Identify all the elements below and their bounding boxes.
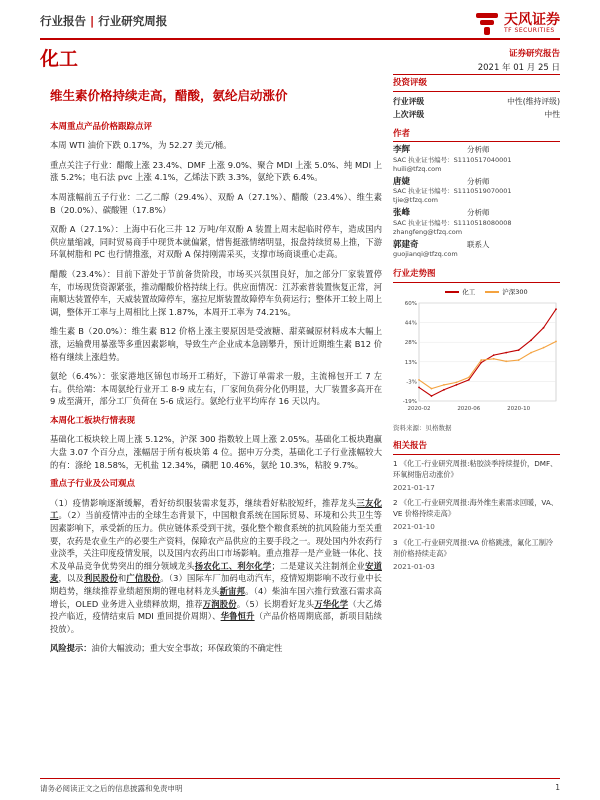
sidebar (393, 78, 560, 576)
stock-link[interactable]: 扬农化工、利尔化学 (194, 560, 272, 571)
chart-source: 资料来源：贝格数据 (393, 423, 452, 432)
x-tick-label: 2020-06 (457, 406, 481, 412)
stock-link[interactable]: 新宙邦 (219, 586, 246, 596)
section-title-prices: 本周重点产品价格跟踪点评 (50, 121, 153, 132)
section-title-views: 重点子行业及公司观点 (50, 479, 136, 490)
paragraph-vitamin: 维生素 B（20.0%）：维生素 B12 价格上涨主要原因是受液糖、甜菜碱原材料成本大幅上涨，运输费用暴涨等多重因素影响，导致生产企业成本急剧攀升，预计近期维生素 B12 价格有继续上涨趋势。 (50, 326, 382, 362)
paragraph-bpa: 双酚 A（27.1%）：上海中石化三井 12 万吨/年双酚 A 装置上周末起临时停车，造成国内供应量缩减，同时贸易商手中现货本就偏紧，惜售挺涨情绪明显，报盘持续贸易上推，下游环氧树脂和 PC 也行情推涨，对双酚 A 保持刚需采买，支撑市场商谈重心走高。 (50, 224, 382, 260)
author-email[interactable]: guojianqi@tfzq.com (393, 250, 458, 258)
author-entry: 张峰 分析师 SAC 执业证书编号：S1110518080008 zhangfeng@tfzq.com (393, 208, 560, 237)
author-email[interactable]: huili@tfzq.com (393, 164, 442, 173)
rating-row: 行业评级 中性(维持评级) (393, 96, 560, 106)
data-point (431, 388, 433, 390)
stock-link[interactable]: 万润股份 (202, 598, 237, 609)
data-point (530, 352, 532, 354)
data-point (518, 359, 520, 361)
data-point (493, 358, 495, 360)
y-tick-label: 13% (404, 359, 417, 366)
data-point (418, 386, 420, 388)
x-tick-label: 2020-02 (407, 406, 431, 412)
data-point (455, 384, 457, 386)
rating-row: 上次评级 中性 (393, 109, 560, 119)
author-entry: 郭建奇 联系人 guojianqi@tfzq.com (393, 240, 560, 260)
trend-chart-svg (393, 297, 560, 417)
report-meta (478, 47, 560, 75)
footer (40, 778, 560, 794)
report-title: 维生素价格持续走高，醋酸，氨纶启动涨价 (50, 88, 288, 103)
stock-link[interactable]: 万华化学 (314, 598, 349, 609)
related-report-date: 2021-01-10 (393, 522, 435, 531)
report-type-label: 行业报告 (40, 14, 86, 28)
series-line-0 (419, 309, 556, 396)
paragraph-oil: 本周 WTI 油价下跌 0.17%，为 52.27 美元/桶。 (50, 140, 232, 151)
data-point (543, 347, 545, 349)
logo-icon (474, 10, 500, 36)
risk-label: 风险提示： (50, 643, 92, 654)
data-point (505, 352, 507, 354)
data-point (505, 360, 507, 362)
legend-item-chem: 化工 (445, 287, 475, 298)
paragraph-focus: 重点关注子行业：醋酸上涨 23.4%、DMF 上涨 9.0%、聚合 MDI 上涨 5.0%、纯 MDI 上涨 5.2%；电石法 pvc 上涨 4.1%，乙烯法下跌 3.3%，氨纶下跌 6.4%。 (50, 159, 382, 183)
y-tick-label: 60% (404, 301, 417, 307)
data-point (555, 341, 557, 343)
report-date: 2021 年 01 月 25 日 (477, 63, 560, 73)
author-entry: 唐婕 分析师 SAC 执业证书编号：S1110519070001 tjie@tfzq.com (393, 177, 560, 206)
legend-item-hs300: 沪深300 (485, 287, 527, 298)
page-number: 1 (555, 783, 560, 792)
related-report-date: 2021-01-17 (393, 482, 435, 492)
related-title: 相关报告 (393, 441, 560, 455)
paragraph-top5: 本周涨幅前五子行业：二乙二醇（29.4%）、双酚 A（27.1%）、醋酸（23.4%）、维生素 B（20.0%）、碳酸锂（17.8%） (50, 191, 382, 215)
risk-warning (50, 642, 382, 655)
paragraph-acetic: 醋酸（23.4%）：目前下游处于节前备货阶段，市场买兴氛围良好，加之部分厂家装置停车，市场现货资源紧张，推动醋酸价格持续上行。供应面情况：江苏索普装置恢复正常，河南顺达装置停车，天威装置故障停车，塞拉尼斯装置故障停车负荷运行；整体开工较上周上调，整体开工率与上周相比上探 1.87%，本周开工率为 74.21%。 (50, 268, 382, 317)
rating-title: 投资评级 (393, 78, 560, 92)
risk-text: 油价大幅波动；重大安全事故；环保政策的不确定性 (91, 643, 283, 654)
data-point (418, 379, 420, 381)
data-point (555, 308, 557, 310)
paragraph-spandex: 氨纶（6.4%）：张家港地区锦包市场开工稍好，下游订单需求一般，主流棉包开工 7 左右。供给端：本周氨纶行业开工 8-9 成左右，厂家间负荷分化仍明显，大厂装置多高开在 9 成至满开，部分工厂负荷在 5-6 成运行。氨纶行业平均库存 16 天以内。 (50, 371, 382, 407)
author-entry: 李辉 分析师 SAC 执业证书编号：S1110517040001 huili@tfzq.com (393, 145, 560, 174)
related-report-link[interactable]: 1 《化工-行业研究周报:粘胶淡季持续提价，DMF、环氧树脂启动涨价》 (393, 458, 558, 479)
chart-title: 行业走势图 (393, 269, 560, 283)
report-kind: 证券研究报告 (508, 49, 560, 59)
chart-legend (413, 287, 560, 298)
y-tick-label: 44% (404, 320, 417, 327)
brand-logo (474, 10, 560, 36)
stock-link[interactable]: 利民股份 (83, 573, 118, 584)
disclaimer: 请务必阅读正文之后的信息披露和免责申明 (40, 784, 183, 793)
separator: | (90, 14, 95, 28)
report-type (40, 13, 167, 29)
logo-cn-text: 天风证券 (504, 11, 560, 28)
stock-link[interactable]: 华鲁恒升 (220, 611, 255, 622)
logo-en-text: TF SECURITIES (504, 26, 555, 34)
industry-title: 化工 (40, 48, 79, 70)
stock-link[interactable]: 安道麦 (50, 560, 382, 584)
top-bar (40, 10, 560, 36)
data-point (443, 389, 445, 391)
y-tick-label: 28% (404, 340, 417, 347)
paragraph-views: （1）疫情影响逐渐缓解，看好纺织服装需求复苏，继续看好粘胶短纤，推荐龙头三友化工。（2）当前疫情冲击的全球生态背景下，中国粮食系统在国际贸易、环境和公共卫生等因素影响下，承受新的压力。供应链体系受到干扰，强化整个粮食系统的抗风险能力至关重要，农药是农业生产的必要生产资料，保障农产品供应的主要手段之一。现处国内外农药行业淡季，关注印度疫情发展，以及国内农药出口市场影响。重点推荐一是产业链一体化、技术及单品竞争优势突出的细分领域龙头扬农化工、利尔化学；二是建议关注制剂企业安道麦，以及利民股份和广信股份。（3）国际车厂加码电动汽车，疫情短期影响不改行业中长期趋势，继续推荐业绩超预期的锂电材料龙头新宙邦。（4）柴油车国六推行致涨石需求高增长，OLED 业务进入业绩释放期，推荐万润股份。（5）长期看好龙头万华化学（大乙烯投产临近，疫情结束后 MDI 重回提价周期）、华鲁恒升（产品价格周期底部，新项目陆续投放）。 (50, 497, 382, 634)
meta-divider (393, 74, 560, 75)
data-point (468, 379, 470, 381)
data-point (480, 359, 482, 361)
industry-trend-chart (393, 269, 560, 433)
data-point (543, 327, 545, 329)
author-email[interactable]: zhangfeng@tfzq.com (393, 227, 463, 236)
data-point (493, 354, 495, 356)
y-tick-label: -3% (406, 379, 417, 386)
section-title-market: 本周化工板块行情表现 (50, 415, 136, 426)
data-point (443, 384, 445, 386)
header-divider (40, 38, 560, 40)
data-point (468, 377, 470, 379)
related-report-date: 2021-01-03 (393, 561, 435, 571)
x-tick-label: 2020-10 (507, 406, 531, 412)
report-subtype-label: 行业研究周报 (98, 14, 168, 28)
paragraph-market: 基础化工板块较上周上涨 5.12%，沪深 300 指数较上周上涨 2.05%。基础化工板块跑赢大盘 3.07 个百分点，涨幅居于所有板块第 4 位。据申万分类，基础化工子行业涨幅较大的有：涤纶 18.58%，无机盐 12.34%，磷肥 10.46%，氨纶 10.3%，粘胶 9.7%。 (50, 434, 382, 470)
stock-link[interactable]: 三友化工 (50, 497, 382, 521)
stock-link[interactable]: 广信股份 (126, 573, 161, 584)
related-report-link[interactable]: 2 《化工-行业研究周报:海外维生素需求回暖，VA、VE 价格持续走高》 (393, 498, 558, 518)
data-point (431, 395, 433, 397)
author-email[interactable]: tjie@tfzq.com (393, 196, 438, 204)
data-point (530, 339, 532, 341)
data-point (455, 381, 457, 383)
y-tick-label: -19% (402, 399, 417, 405)
related-report-link[interactable]: 3 《化工-行业研究周报:VA 价格跳涨，氟化工制冷剂价格持续走高》 (393, 537, 554, 558)
data-point (518, 349, 520, 351)
main-content (50, 90, 382, 655)
authors-title: 作者 (393, 129, 560, 143)
